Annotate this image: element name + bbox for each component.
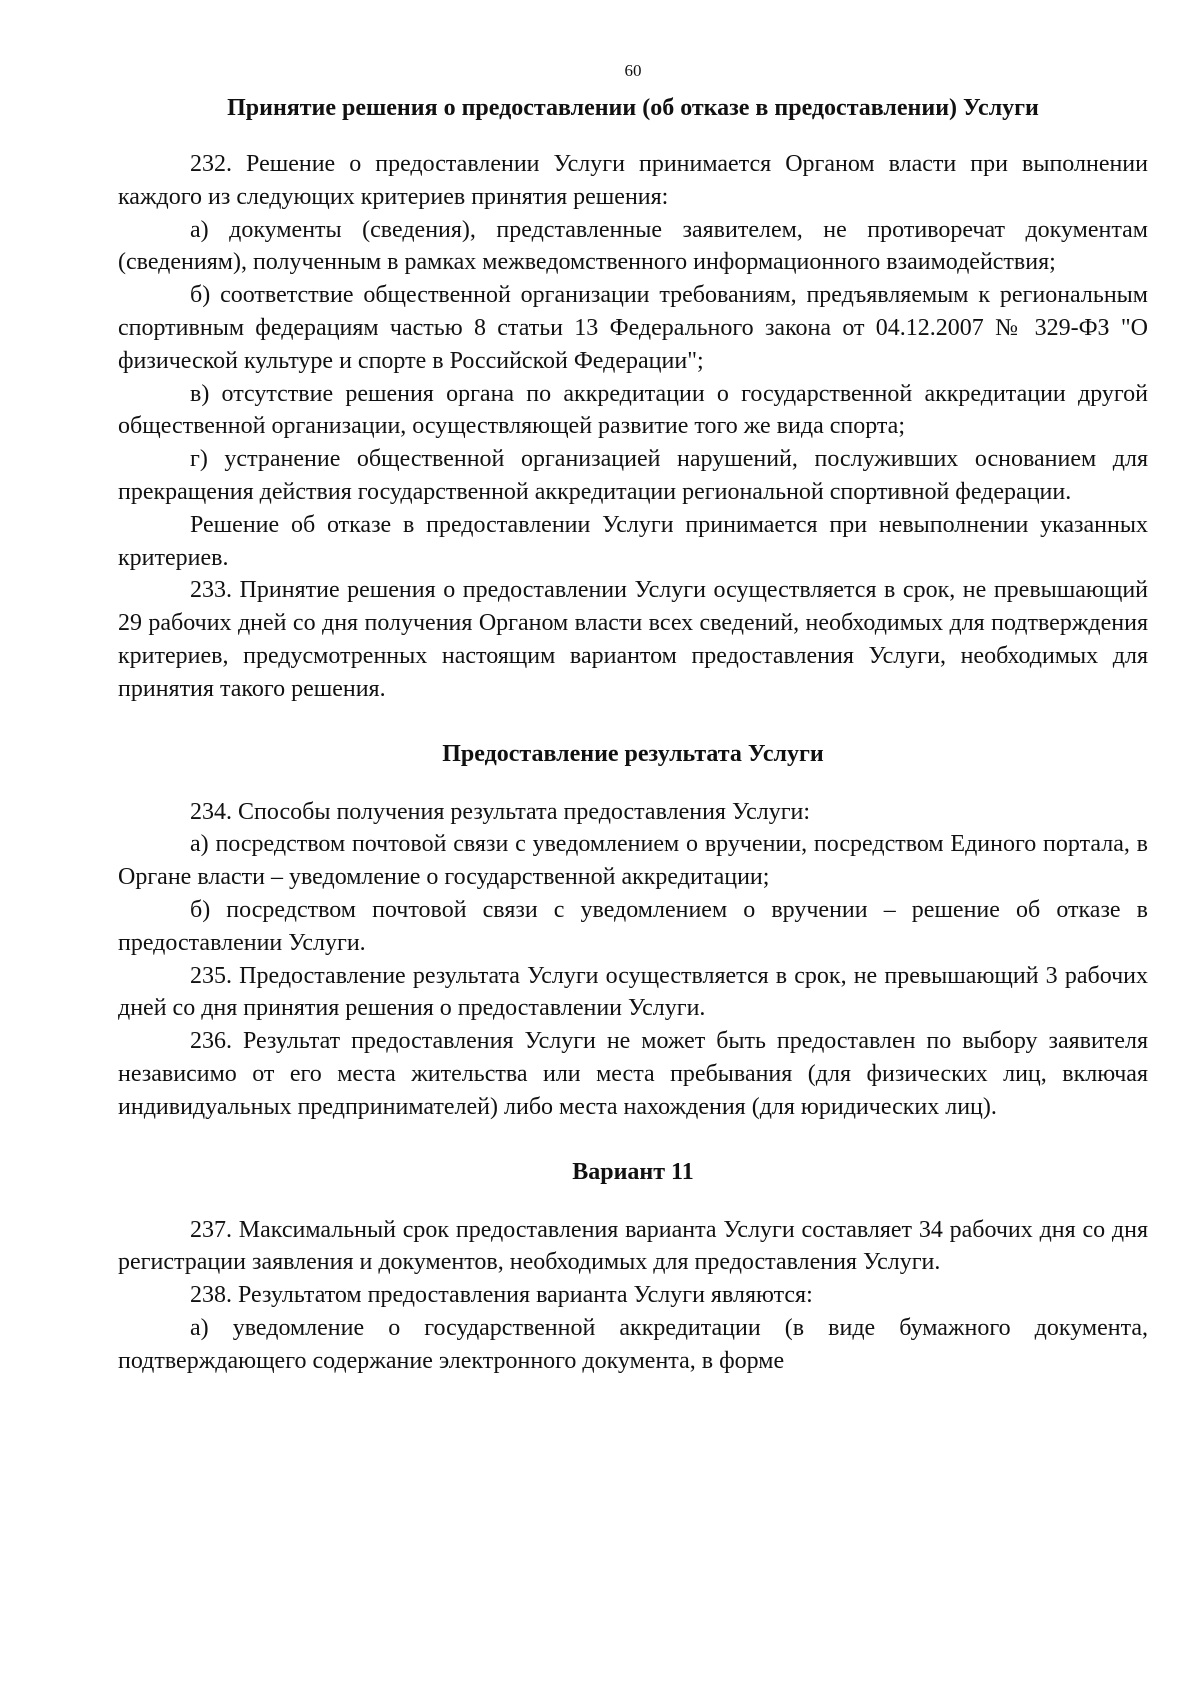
paragraph-232-g: г) устранение общественной организацией нарушений, послуживших основанием для прекращения действия государственной аккредитации региональной спортивной федерации.: [118, 446, 1148, 505]
paragraph-234-a: а) посредством почтовой связи с уведомлением о вручении, посредством Единого портала, в Органе власти – уведомление о государственной аккредитации;: [118, 831, 1148, 891]
paragraph-232-b: б) соответствие общественной организации требованиям, предъявляемым к региональным спортивным федерациям частью 8 статьи 13 Федерального закона от 04.12.2007 № 329-ФЗ "О физической культуре и спорте в Российской Федерации";: [118, 282, 1148, 374]
paragraph-234-b: б) посредством почтовой связи с уведомлением о вручении – решение об отказе в предоставлении Услуги.: [118, 896, 1148, 956]
paragraph-234: 234. Способы получения результата предоставления Услуги:: [190, 798, 811, 825]
section-heading-variant-11: Вариант 11: [572, 1158, 694, 1185]
paragraph-232: 232. Решение о предоставлении Услуги принимается Органом власти при выполнении каждого из следующих критериев принятия решения:: [118, 151, 1148, 210]
paragraph-232-a: а) документы (сведения), представленные заявителем, не противоречат документам (сведениям), полученным в рамках межведомственного информационного взаимодействия;: [118, 216, 1148, 276]
page-number: 60: [624, 61, 642, 80]
paragraph-238-a: а) уведомление о государственной аккредитации (в виде бумажного документа, подтверждающего содержание электронного документа, в форме: [118, 1314, 1148, 1374]
section-body-result: [118, 796, 1148, 1124]
paragraph-235: 235. Предоставление результата Услуги осуществляется в срок, не превышающий 3 рабочих дней со дня принятия решения о предоставлении Услуги.: [118, 962, 1148, 1022]
paragraph-233: 233. Принятие решения о предоставлении Услуги осуществляется в срок, не превышающий 29 рабочих дней со дня получения Органом власти всех сведений, необходимых для подтверждения критериев, предусмотренных настоящим вариантом предоставления Услуги, необходимых для принятия такого решения.: [118, 577, 1148, 702]
section-body-variant-11: [118, 1214, 1148, 1378]
section-body-decision: [118, 148, 1148, 706]
paragraph-232-v: в) отсутствие решения органа по аккредитации о государственной аккредитации другой общественной организации, осуществляющей развитие того же вида спорта;: [118, 380, 1148, 440]
section-heading-result: Предоставление результата Услуги: [442, 740, 824, 767]
section-heading-decision: Принятие решения о предоставлении (об отказе в предоставлении) Услуги: [227, 95, 1039, 121]
paragraph-refusal: Решение об отказе в предоставлении Услуги принимается при невыполнении указанных критериев.: [118, 511, 1148, 571]
paragraph-237: 237. Максимальный срок предоставления варианта Услуги составляет 34 рабочих дня со дня регистрации заявления и документов, необходимых для предоставления Услуги.: [118, 1216, 1148, 1276]
paragraph-238: 238. Результатом предоставления варианта Услуги являются:: [190, 1282, 813, 1309]
paragraph-236: 236. Результат предоставления Услуги не может быть предоставлен по выбору заявителя независимо от его места жительства или места пребывания (для физических лиц, включая индивидуальных предпринимателей) либо места нахождения (для юридических лиц).: [118, 1028, 1148, 1120]
